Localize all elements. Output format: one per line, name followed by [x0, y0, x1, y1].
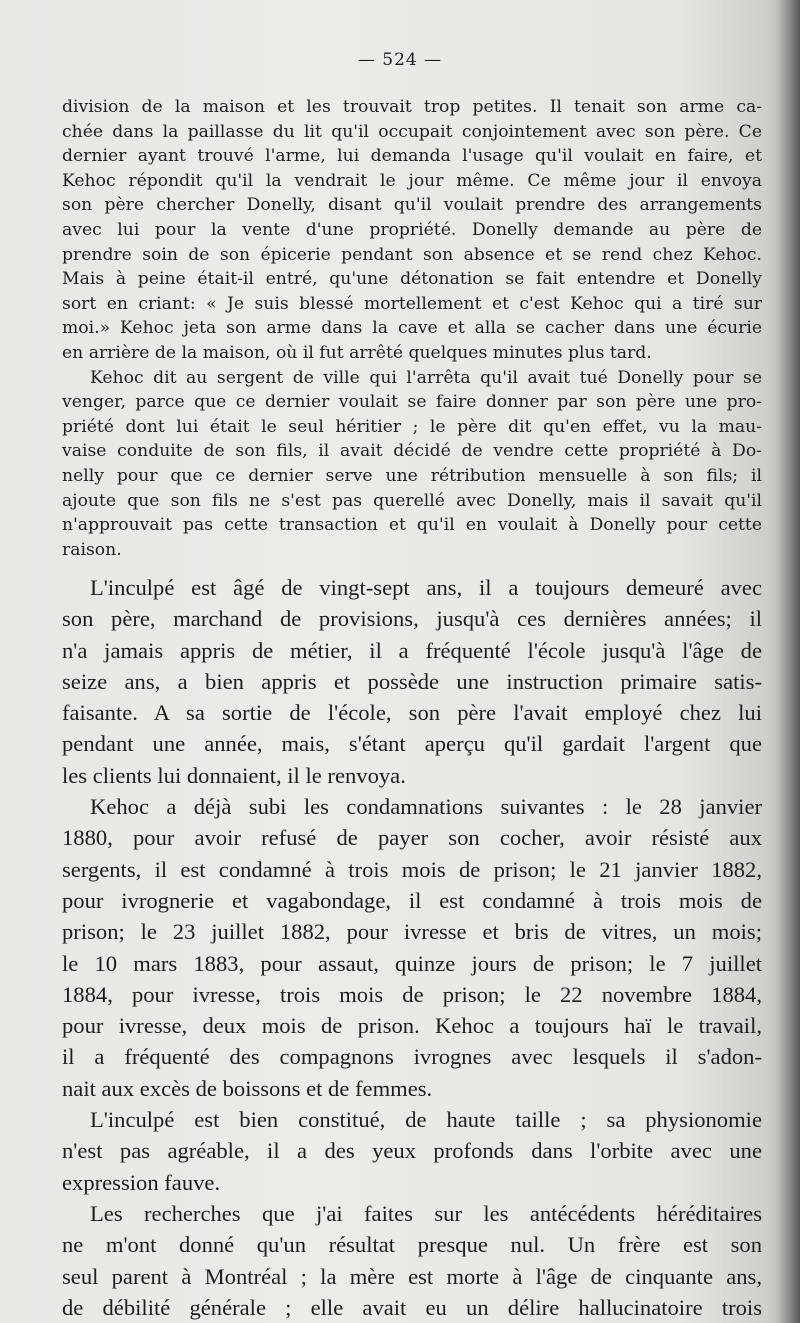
text-line: sort en criant: « Je suis blessé mortellement et c'est Kehoc qui a tiré sur	[62, 293, 762, 314]
paragraph-recherches	[62, 1198, 762, 1323]
text-line: le 10 mars 1883, pour assaut, quinze jours de prison; le 7 juillet	[62, 950, 762, 976]
main-text-section	[62, 572, 762, 1323]
text-line: Kehoc dit au sergent de ville qui l'arrêta qu'il avait tué Donelly pour se	[90, 367, 762, 388]
paragraph-condamnations	[62, 791, 762, 1104]
text-line: ajoute que son fils ne s'est pas querellé avec Donelly, mais il savait qu'il	[62, 490, 762, 511]
text-line: prison; le 23 juillet 1882, pour ivresse et bris de vitres, un mois;	[62, 919, 762, 945]
paragraph-inculpe-age	[62, 572, 762, 791]
text-line: division de la maison et les trouvait trop petites. Il tenait son arme ca-	[62, 97, 762, 117]
text-line: prendre soin de son épicerie pendant son absence et se rend chez Kehoc.	[62, 244, 762, 265]
text-line: seul parent à Montréal ; la mère est morte à l'âge de cinquante ans,	[62, 1263, 762, 1289]
text-line: son père chercher Donelly, disant qu'il voulait prendre des arrangements	[62, 195, 762, 216]
text-line: Mais à peine était-il entré, qu'une détonation se fait entendre et Donelly	[62, 269, 762, 290]
text-line: n'a jamais appris de métier, il a fréquenté l'école jusqu'à l'âge de	[62, 637, 762, 663]
text-line: moi.» Kehoc jeta son arme dans la cave et alla se cacher dans une écurie	[62, 318, 762, 339]
binding-gutter-shadow	[778, 0, 800, 1323]
text-line: Les recherches que j'ai faites sur les antécédents héréditaires	[90, 1200, 762, 1226]
text-line: Kehoc répondit qu'il la vendrait le jour même. Ce même jour il envoya	[62, 170, 762, 191]
text-line: vaise conduite de son fils, il avait décidé de vendre cette propriété à Do-	[62, 441, 762, 462]
text-line: dernier ayant trouvé l'arme, lui demanda l'usage qu'il voulait en faire, et	[62, 146, 762, 167]
text-line: 1884, pour ivresse, trois mois de prison; le 22 novembre 1884,	[62, 981, 762, 1007]
text-line: en arrière de la maison, où il fut arrêté quelques minutes plus tard.	[62, 342, 652, 363]
text-line: venger, parce que ce dernier voulait se faire donner par son père une pro-	[62, 392, 762, 413]
text-line: nelly pour que ce dernier serve une rétribution mensuelle à son fils; il	[62, 465, 762, 486]
text-line: raison.	[62, 539, 122, 560]
text-line: sergents, il est condamné à trois mois de prison; le 21 janvier 1882,	[62, 856, 762, 882]
page-number: — 524 —	[357, 50, 443, 70]
text-line: L'inculpé est âgé de vingt-sept ans, il a toujours demeuré avec	[90, 575, 762, 600]
text-line: nait aux excès de boissons et de femmes.	[62, 1075, 433, 1101]
text-line: il a fréquenté des compagnons ivrognes avec lesquels il s'adon-	[62, 1044, 762, 1070]
text-line: pour ivrognerie et vagabondage, il est condamné à trois mois de	[62, 887, 762, 913]
text-line: les clients lui donnaient, il le renvoya.	[62, 762, 406, 788]
text-line: avec lui pour la vente d'une propriété. Donelly demande au père de	[62, 219, 762, 240]
text-line: chée dans la paillasse du lit qu'il occupait conjointement avec son père. Ce	[62, 121, 762, 142]
text-line: 1880, pour avoir refusé de payer son cocher, avoir résisté aux	[62, 825, 762, 851]
text-line: ne m'ont donné qu'un résultat presque nul. Un frère est son	[62, 1232, 762, 1258]
paragraph-account	[62, 95, 762, 366]
text-line: L'inculpé est bien constitué, de haute taille ; sa physionomie	[90, 1107, 762, 1133]
text-line: expression fauve.	[62, 1169, 221, 1195]
text-line: pendant une année, mais, s'étant aperçu qu'il gardait l'argent que	[62, 731, 762, 757]
text-line: Kehoc a déjà subi les condamnations suivantes : le 28 janvier	[90, 794, 762, 820]
text-line: pour ivresse, deux mois de prison. Kehoc a toujours haï le travail,	[62, 1013, 762, 1039]
paragraph-sergent	[62, 366, 762, 563]
small-print-section	[62, 95, 762, 562]
paragraph-physionomie	[62, 1104, 762, 1198]
text-line: n'est pas agréable, il a des yeux profonds dans l'orbite avec une	[62, 1138, 762, 1164]
text-line: son père, marchand de provisions, jusqu'à ces dernières années; il	[62, 606, 762, 632]
text-line: faisante. A sa sortie de l'école, son père l'avait employé chez lui	[62, 700, 762, 726]
text-line: de débilité générale ; elle avait eu un délire hallucinatoire trois	[62, 1294, 762, 1320]
text-line: n'approuvait pas cette transaction et qu'il en voulait à Donelly pour cette	[62, 515, 762, 536]
text-line: seize ans, a bien appris et possède une instruction primaire satis-	[62, 668, 762, 694]
text-line: priété dont lui était le seul héritier ; le père dit qu'en effet, vu la mau-	[62, 416, 762, 437]
